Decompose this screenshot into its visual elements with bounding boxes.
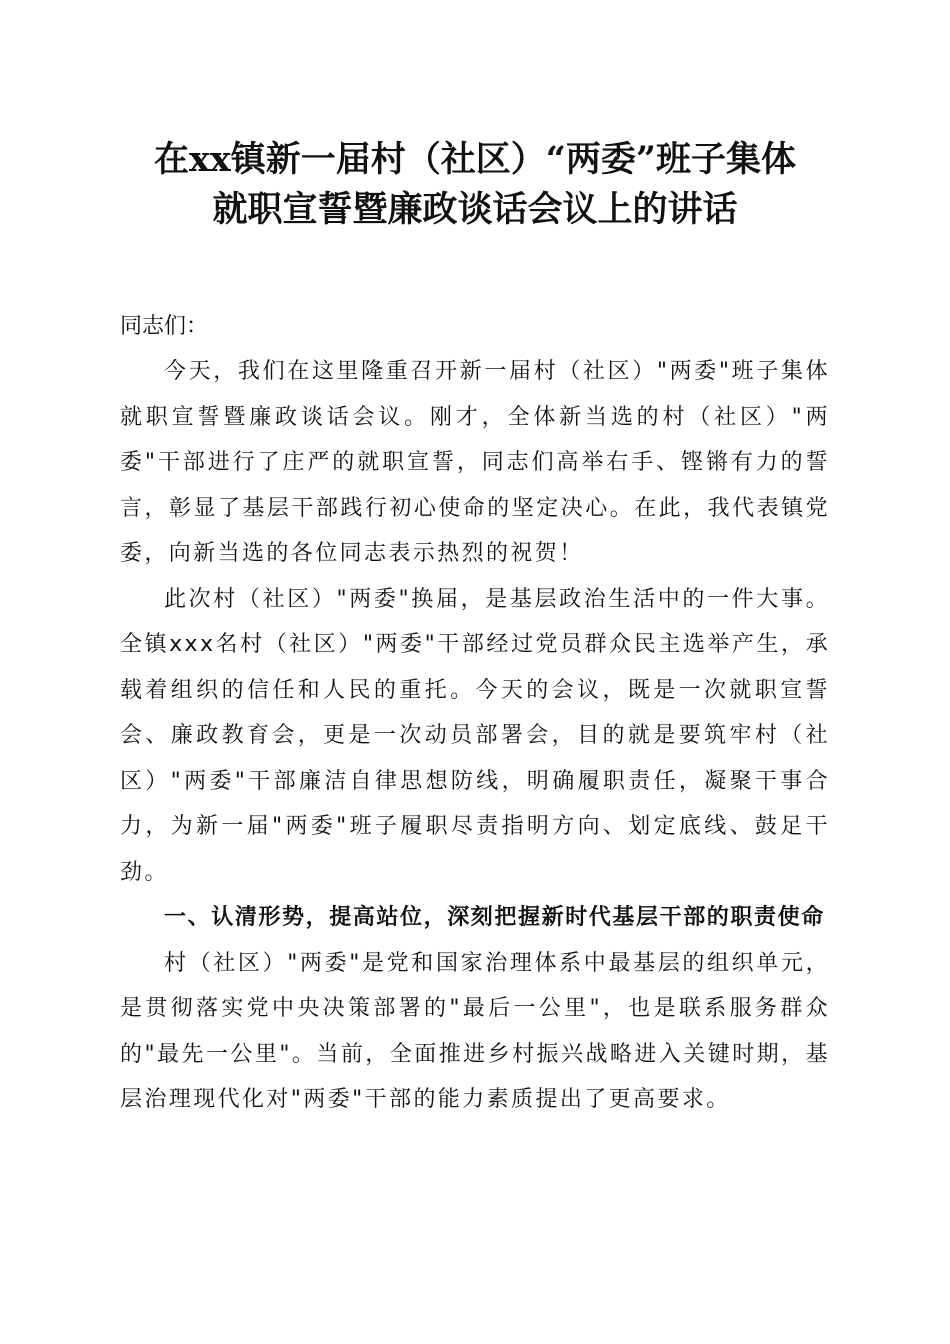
section-1-paragraph: 村（社区）"两委"是党和国家治理体系中最基层的组织单元，是贯彻落实党中央决策部署的"最后一公里"，也是联系服务群众的"最先一公里"。当前，全面推进乡村振兴战略进入关键时期，基层治理现代化对"两委"干部的能力素质提出了更高要求。 [120, 950, 830, 1112]
salutation: 同志们： [120, 314, 209, 339]
section-heading-1: 一、认清形势，提高站位，深刻把握新时代基层干部的职责使命 [164, 905, 825, 930]
title-line-1: 在xx镇新一届村（社区）“两委”班子集体 [154, 139, 796, 180]
paragraph-election: 此次村（社区）"两委"换届，是基层政治生活中的一件大事。全镇xxx名村（社区）"两委"干部经过党员群众民主选举产生，承载着组织的信任和人民的重托。今天的会议，既是一次就职宣誓会、廉政教育会，更是一次动员部署会，目的就是要筑牢村（社区）"两委"干部廉洁自律思想防线，明确履职责任，凝聚干事合力，为新一届"两委"班子履职尽责指明方向、划定底线、鼓足干劲。 [120, 586, 830, 885]
title-line-2: 就职宣誓暨廉政谈话会议上的讲话 [212, 189, 738, 230]
document-title [120, 135, 830, 235]
document-page [120, 135, 830, 1123]
paragraph-opening: 今天，我们在这里隆重召开新一届村（社区）"两委"班子集体就职宣誓暨廉政谈话会议。刚才，全体新当选的村（社区）"两委"干部进行了庄严的就职宣誓，同志们高举右手、铿锵有力的誓言，彰显了基层干部践行初心使命的坚定决心。在此，我代表镇党委，向新当选的各位同志表示热烈的祝贺！ [120, 359, 830, 566]
